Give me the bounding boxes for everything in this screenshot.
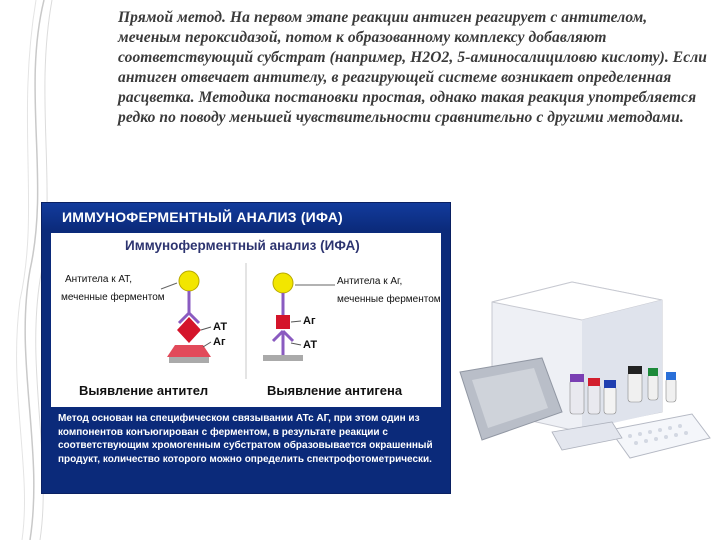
elisa-diagram-panel	[51, 233, 441, 407]
elisa-scheme-graphic	[51, 233, 441, 407]
right-antibody-label-2: меченные ферментом	[337, 294, 441, 305]
elisa-slide	[41, 202, 451, 494]
panel-title: Иммуноферментный анализ (ИФА)	[125, 238, 360, 253]
method-description-text: Прямой метод. На первом этапе реакции антиген реагирует с антителом, меченым пероксидазой, потом к образованному комплексу добавляют соответствующий субстрат (например, Н2О2, 5-аминосалициловю кислоту). Если антиген отвечает антителу, в реагирующей системе возникает определенная расцветка. Методика постановки простая, однако такая реакция употребляется редко по поводу меньшей чувствительности сравнительно с другими методами.	[118, 9, 707, 126]
detect-antigen-caption: Выявление антигена	[267, 383, 403, 398]
right-antibody-label-1: Антитела к Аг,	[337, 276, 403, 287]
elisa-kit-photo	[452, 262, 714, 476]
right-at-label: АТ	[303, 339, 318, 351]
left-antibody-label-2: меченные ферментом	[61, 292, 165, 303]
left-at-label: АТ	[213, 321, 228, 333]
left-ag-label: Аг	[213, 336, 226, 348]
slide-title: ИММУНОФЕРМЕНТНЫЙ АНАЛИЗ (ИФА)	[62, 209, 343, 225]
detect-antibodies-caption: Выявление антител	[79, 383, 209, 398]
left-antibody-label-1: Антитела к АТ,	[65, 274, 133, 285]
slide-method-description: Метод основан на специфическом связывании АТс АГ, при этом один из компонентов конъюгирован с ферментом, в результате реакции с соответствующим хромогенным субстратом образовывается окрашенный продукт, количество которого можно определить спектрофотометрически.	[58, 413, 433, 465]
right-ag-label: Аг	[303, 315, 316, 327]
